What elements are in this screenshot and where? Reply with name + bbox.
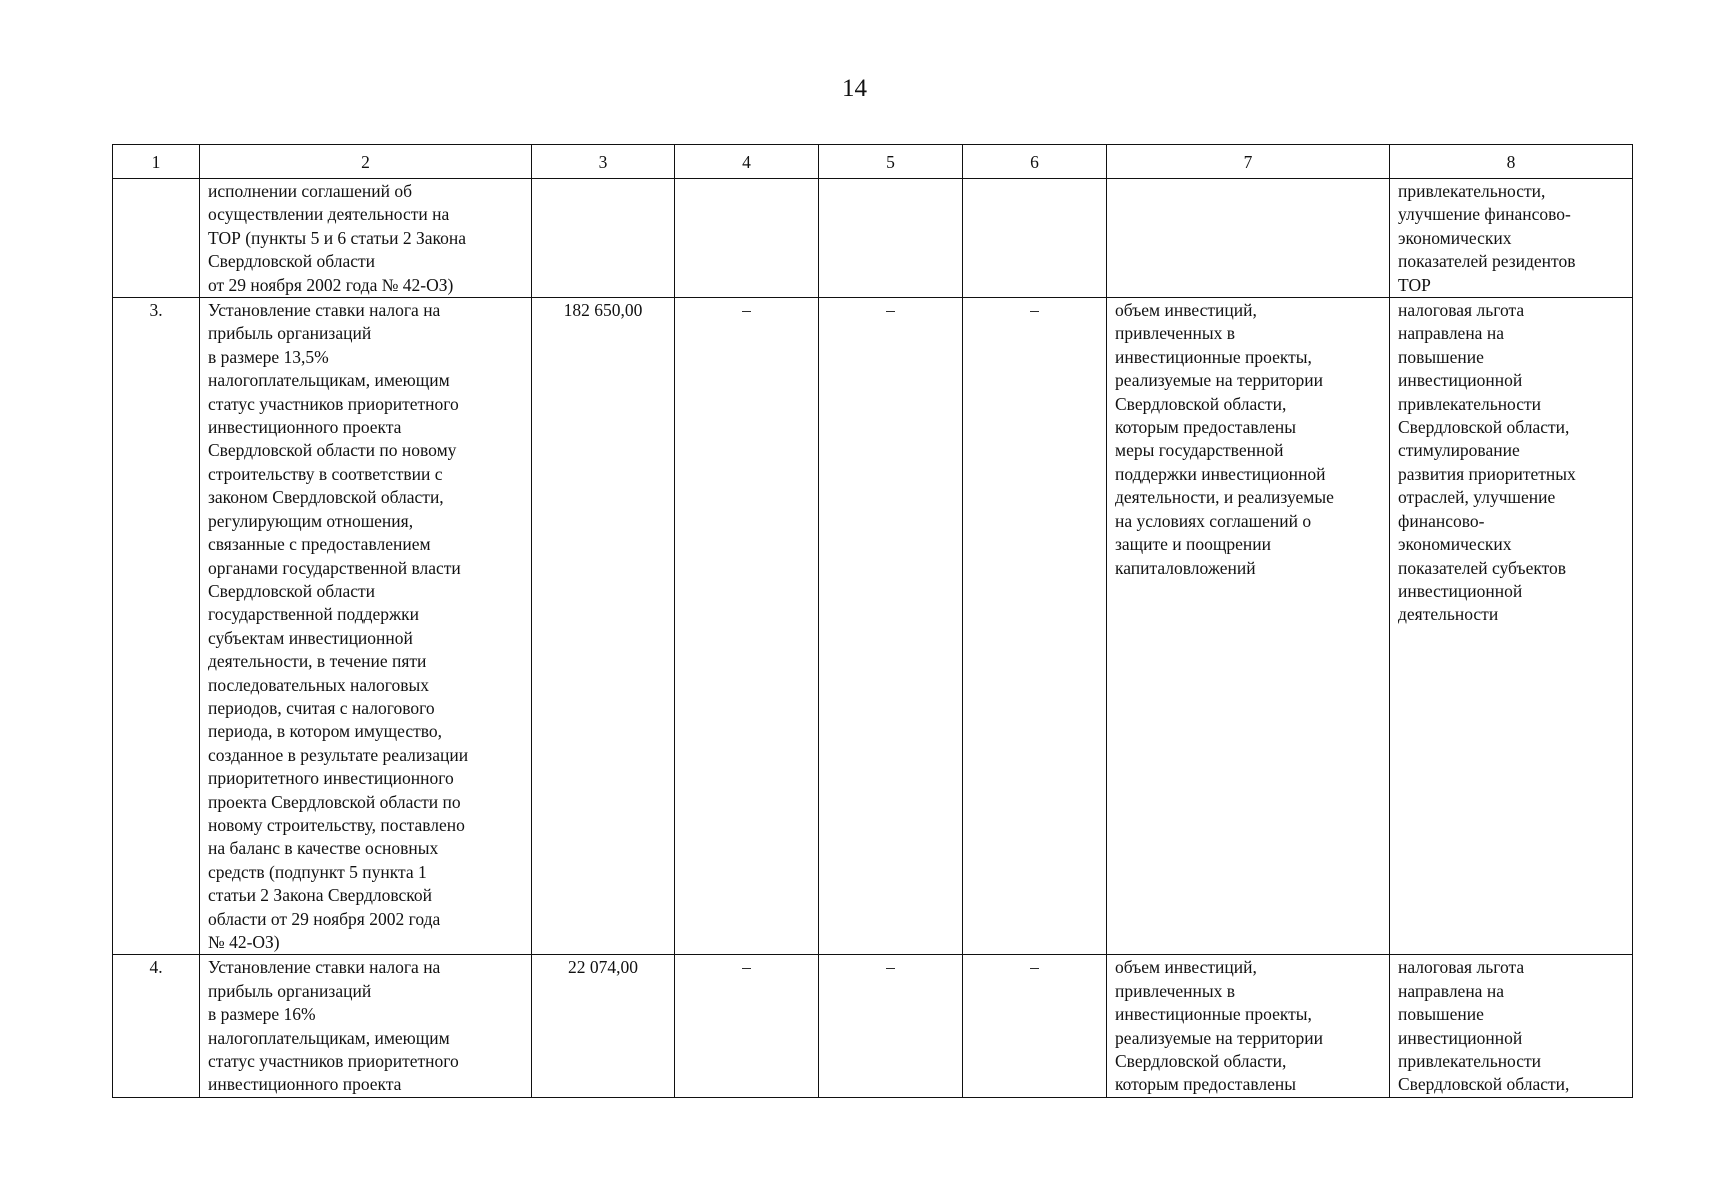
benefit-goal: налоговая льгота направлена на повышение инвестиционной привлекательности Свердловской области, <box>1390 955 1633 1097</box>
table-row <box>113 955 1633 1097</box>
row-number <box>113 179 200 298</box>
cell-col-4: – <box>675 298 819 955</box>
benefit-amount: 182 650,00 <box>532 298 675 955</box>
column-number: 5 <box>819 145 963 179</box>
column-number: 8 <box>1390 145 1633 179</box>
efficiency-indicator: объем инвестиций, привлеченных в инвестиционные проекты, реализуемые на территории Свердловской области, которым предоставлены <box>1107 955 1390 1097</box>
cell-col-5 <box>819 179 963 298</box>
efficiency-indicator: объем инвестиций, привлеченных в инвестиционные проекты, реализуемые на территории Свердловской области, которым предоставлены меры государственной поддержки инвестиционной деятельности, и реализуемые на условиях соглашений о защите и поощрении капиталовложений <box>1107 298 1390 955</box>
benefit-goal: налоговая льгота направлена на повышение инвестиционной привлекательности Свердловской области, стимулирование развития приоритетных отраслей, улучшение финансово- экономических показателей субъектов инвестиционной деятельности <box>1390 298 1633 955</box>
efficiency-indicator <box>1107 179 1390 298</box>
column-number: 3 <box>532 145 675 179</box>
table-row <box>113 179 1633 298</box>
benefit-amount: 22 074,00 <box>532 955 675 1097</box>
benefits-table <box>112 144 1633 1098</box>
cell-col-4: – <box>675 955 819 1097</box>
benefit-amount <box>532 179 675 298</box>
benefit-description: исполнении соглашений об осуществлении деятельности на ТОР (пункты 5 и 6 статьи 2 Закона Свердловской области от 29 ноября 2002 года № 42-ОЗ) <box>200 179 532 298</box>
benefit-description: Установление ставки налога на прибыль организаций в размере 13,5% налогоплательщикам, имеющим статус участников приоритетного инвестиционного проекта Свердловской области по новому строительству в соответствии с законом Свердловской области, регулирующим отношения, связанные с предоставлением органами государственной власти Свердловской области государственной поддержки субъектам инвестиционной деятельности, в течение пяти последовательных налоговых периодов, считая с налогового периода, в котором имущество, созданное в результате реализации приоритетного инвестиционного проекта Свердловской области по новому строительству, поставлено на баланс в качестве основных средств (подпункт 5 пункта 1 статьи 2 Закона Свердловской области от 29 ноября 2002 года № 42-ОЗ) <box>200 298 532 955</box>
cell-col-6: – <box>963 298 1107 955</box>
column-number: 4 <box>675 145 819 179</box>
page-number: 14 <box>842 75 867 102</box>
table-row <box>113 298 1633 955</box>
row-number: 3. <box>113 298 200 955</box>
row-number: 4. <box>113 955 200 1097</box>
cell-col-5: – <box>819 298 963 955</box>
column-number: 1 <box>113 145 200 179</box>
column-number: 7 <box>1107 145 1390 179</box>
cell-col-6 <box>963 179 1107 298</box>
cell-col-6: – <box>963 955 1107 1097</box>
benefit-description: Установление ставки налога на прибыль организаций в размере 16% налогоплательщикам, имеющим статус участников приоритетного инвестиционного проекта <box>200 955 532 1097</box>
column-number-row <box>113 145 1633 179</box>
benefit-goal: привлекательности, улучшение финансово- экономических показателей резидентов ТОР <box>1390 179 1633 298</box>
cell-col-4 <box>675 179 819 298</box>
column-number: 6 <box>963 145 1107 179</box>
column-number: 2 <box>200 145 532 179</box>
cell-col-5: – <box>819 955 963 1097</box>
